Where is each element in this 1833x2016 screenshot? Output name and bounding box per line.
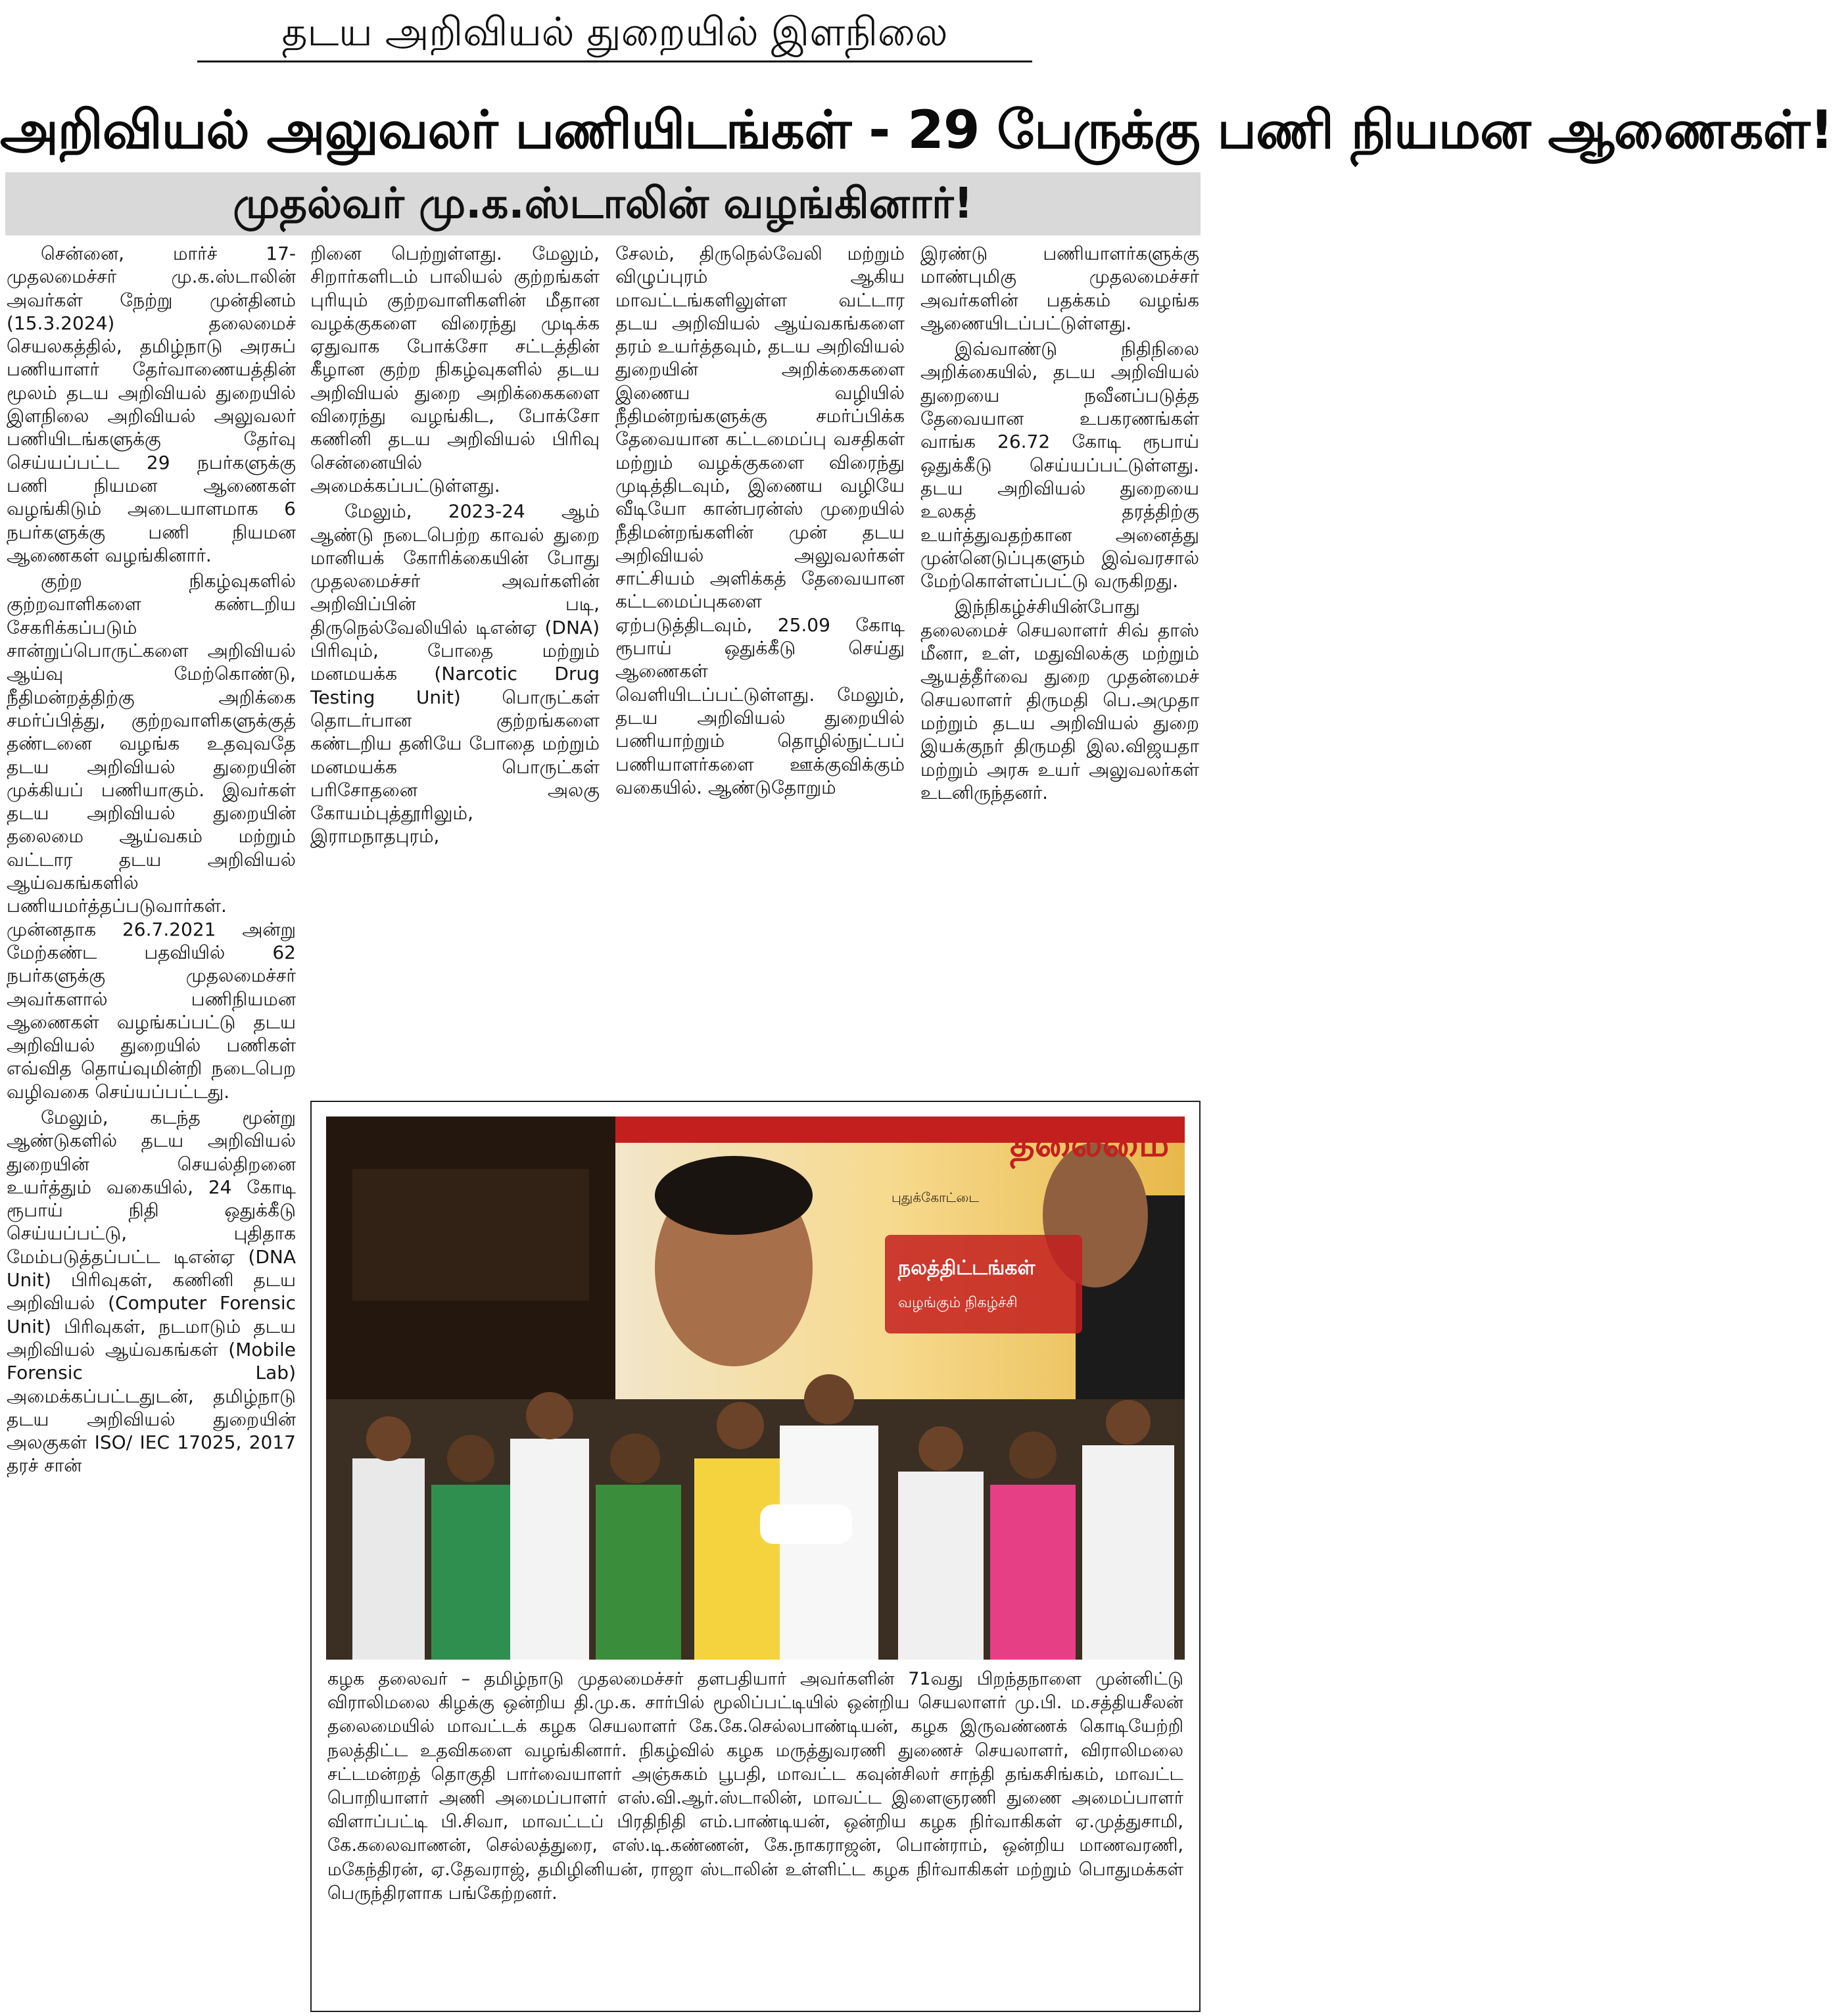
banner-scheme-text: நலத்திட்டங்கள் [898, 1257, 1036, 1280]
photo-caption [327, 1668, 1183, 2004]
paragraph: இரண்டு பணியாளர்களுக்கு மாண்புமிகு முதலமைச்சர் அவர்களின் பதக்கம் வழங்க ஆணையிடப்பட்டுள்ளது. [920, 243, 1199, 334]
paragraph: இவ்வாண்டு நிதிநிலை அறிக்கையில், தடய அறிவியல் துறையை நவீனப்படுத்த தேவையான உபகரணங்கள் வாங்க 26.72 கோடி ரூபாய் ஒதுக்கீடு செய்யப்பட்டுள்ளது. தடய அறிவியல் துறையை உலகத் தரத்திற்கு உயர்த்துவதற்கான அனைத்து முன்னெடுப்புகளும் இவ்வரசால் மேற்கொள்ளப்பட்டு வருகிறது. [920, 338, 1199, 592]
banner-place-text: புதுக்கோட்டை [892, 1189, 980, 1205]
caption-text: கழக தலைவர் – தமிழ்நாடு முதலமைச்சர் தளபதியார் அவர்களின் 71வது பிறந்தநாளை முன்னிட்டு விராலிமலை கிழக்கு ஒன்றிய தி.மு.க. சார்பில் மூலிப்பட்டியில் ஒன்றிய செயலாளர் மு.பி. ம.சத்தியசீலன் தலைமையில் மாவட்டக் கழக செயலாளர் கே.கே.செல்லபாண்டியன், கழக இருவண்ணக் கொடியேற்றி நலத்திட்ட உதவிகளை வழங்கினார். நிகழ்வில் கழக மருத்துவரணி துணைச் செயலாளர், விராலிமலை சட்டமன்றத் தொகுதி பார்வையாளர் அஞ்சுகம் பூபதி, மாவட்ட கவுன்சிலர் சாந்தி தங்கசிங்கம், மாவட்ட பொறியாளர் அணி அமைப்பாளர் எஸ்.வி.ஆர்.ஸ்டாலின், மாவட்ட இளைஞரணி துணை அமைப்பாளர் விளாப்பட்டி பி.சிவா, மாவட்டப் பிரதிநிதி எம்.பாண்டியன், ஒன்றிய கழக நிர்வாகிகள் ஏ.முத்துசாமி, கே.கலைவாணன், செல்லத்துரை, எஸ்.டி.கண்ணன், கே.நாகராஜன், பொன்ராம், ஒன்றிய மாணவரணி, மகேந்திரன், ஏ.தேவராஜ், தமிழினியன், ராஜா ஸ்டாலின் உள்ளிட்ட கழக நிர்வாகிகள் மற்றும் பொதுமக்கள் பெருந்திரளாக பங்கேற்றனர். [327, 1669, 1183, 1904]
article-column-4 [920, 242, 1199, 1090]
kicker-headline: தடய அறிவியல் துறையில் இளநிலை [197, 4, 1032, 62]
banner-event-text: வழங்கும் நிகழ்ச்சி [898, 1295, 1018, 1311]
event-photo-illustration [326, 1116, 1185, 1660]
paragraph: மேலும், 2023-24 ஆம் ஆண்டு நடைபெற்ற காவல் துறை மானியக் கோரிக்கையின் போது முதலமைச்சர் அவர்களின் அறிவிப்பின் படி, திருநெல்வேலியில் டிஎன்ஏ (DNA) பிரிவும், போதை மற்றும் மனமயக்க (Narcotic Drug Testing Unit) பொருட்கள் தொடர்பான குற்றங்களை கண்டறிய தனியே போதை மற்றும் மனமயக்க பொருட்கள் பரிசோதனை அலகு கோயம்புத்தூரிலும், இராமநாதபுரம், [310, 500, 600, 848]
paragraph: சென்னை, மார்ச் 17- முதலமைச்சர் மு.க.ஸ்டாலின் அவர்கள் நேற்று முன்தினம் (15.3.2024) தலைமைச் செயலகத்தில், தமிழ்நாடு அரசுப் பணியாளர் தேர்வாணையத்தின் மூலம் தடய அறிவியல் துறையில் இளநிலை அறிவியல் அலுவலர் பணியிடங்களுக்கு தேர்வு செய்யப்பட்ட 29 நபர்களுக்கு பணி நியமன ஆணைகள் வழங்கிடும் அடையாளமாக 6 நபர்களுக்கு பணி நியமன ஆணைகள் வழங்கினார். [7, 243, 296, 566]
photo-news-box [310, 1101, 1201, 2012]
event-photo [326, 1116, 1185, 1660]
paragraph: இந்நிகழ்ச்சியின்போது தலைமைச் செயலாளர் சிவ் தாஸ் மீனா, உள், மதுவிலக்கு மற்றும் ஆயத்தீர்வை துறை முதன்மைச் செயலாளர் திருமதி பெ.அமுதா மற்றும் தடய அறிவியல் துறை இயக்குநர் திருமதி இல.விஜயதா மற்றும் அரசு உயர் அலுவலர்கள் உடனிருந்தனர். [920, 596, 1199, 804]
paragraph: சேலம், திருநெல்வேலி மற்றும் விழுப்புரம் ஆகிய மாவட்டங்களிலுள்ள வட்டார தடய அறிவியல் ஆய்வகங்களை தரம் உயர்த்தவும், தடய அறிவியல் துறையின் அறிக்கைகளை இணைய வழியில் நீதிமன்றங்களுக்கு சமர்ப்பிக்க தேவையான கட்டமைப்பு வசதிகள் மற்றும் வழக்குகளை விரைந்து முடித்திடவும், இணைய வழியே வீடியோ கான்பரன்ஸ் முறையில் நீதிமன்றங்களின் முன் தடய அறிவியல் அலுவலர்கள் சாட்சியம் அளிக்கத் தேவையான கட்டமைப்புகளை ஏற்படுத்திடவும், 25.09 கோடி ரூபாய் ஒதுக்கீடு செய்து ஆணைகள் வெளியிடப்பட்டுள்ளது. மேலும், தடய அறிவியல் துறையில் பணியாற்றும் தொழில்நுட்பப் பணியாளர்களை ஊக்குவிக்கும் வகையில். ஆண்டுதோறும் [615, 243, 905, 798]
sub-headline: முதல்வர் மு.க.ஸ்டாலின் வழங்கினார்! [5, 172, 1201, 235]
article-column-1 [7, 242, 296, 2009]
crowd [326, 1374, 1185, 1660]
article-column-3 [615, 242, 905, 1090]
paragraph: மேலும், கடந்த மூன்று ஆண்டுகளில் தடய அறிவியல் துறையின் செயல்திறனை உயர்த்தும் வகையில், 24 கோடி ரூபாய் நிதி ஒதுக்கீடு செய்யப்பட்டு, புதிதாக மேம்படுத்தப்பட்ட டிஎன்ஏ (DNA Unit) பிரிவுகள், கணினி தடய அறிவியல் (Computer Forensic Unit) பிரிவுகள், நடமாடும் தடய அறிவியல் ஆய்வகங்கள் (Mobile Forensic Lab) அமைக்கப்பட்டதுடன், தமிழ்நாடு தடய அறிவியல் துறையின் அலகுகள் ISO/ IEC 17025, 2017 தரச் சான் [7, 1106, 296, 1477]
paragraph: றினை பெற்றுள்ளது. மேலும், சிறார்களிடம் பாலியல் குற்றங்கள் புரியும் குற்றவாளிகளின் மீதான வழக்குகளை விரைந்து முடிக்க ஏதுவாக போக்சோ சட்டத்தின் கீழான குற்ற நிகழ்வுகளில் தடய அறிவியல் துறை அறிக்கைகளை விரைந்து வழங்கிட, போக்சோ கணினி தடய அறிவியல் பிரிவு சென்னையில் அமைக்கப்பட்டுள்ளது. [310, 243, 600, 496]
article-column-2 [310, 242, 600, 1090]
paragraph: குற்ற நிகழ்வுகளில் குற்றவாளிகளை கண்டறிய சேகரிக்கப்படும் சான்றுப்பொருட்களை அறிவியல் ஆய்வு மேற்கொண்டு, நீதிமன்றத்திற்கு அறிக்கை சமர்ப்பித்து, குற்றவாளிகளுக்குத் தண்டனை வழங்க உதவுவதே தடய அறிவியல் துறையின் முக்கியப் பணியாகும். இவர்கள் தடய அறிவியல் துறையின் தலைமை ஆய்வகம் மற்றும் வட்டார தடய அறிவியல் ஆய்வகங்களில் பணியமர்த்தப்படுவார்கள். முன்னதாக 26.7.2021 அன்று மேற்கண்ட பதவியில் 62 நபர்களுக்கு முதலமைச்சர் அவர்களால் பணிநியமன ஆணைகள் வழங்கப்பட்டு தடய அறிவியல் துறையில் பணிகள் எவ்வித தொய்வுமின்றி நடைபெற வழிவகை செய்யப்பட்டது. [7, 570, 296, 1103]
main-headline: அறிவியல் அலுவலர் பணியிடங்கள் - 29 பேருக்கு பணி நியமன ஆணைகள்! [0, 99, 1833, 160]
banner-title-text: தலைமை [1010, 1120, 1170, 1165]
